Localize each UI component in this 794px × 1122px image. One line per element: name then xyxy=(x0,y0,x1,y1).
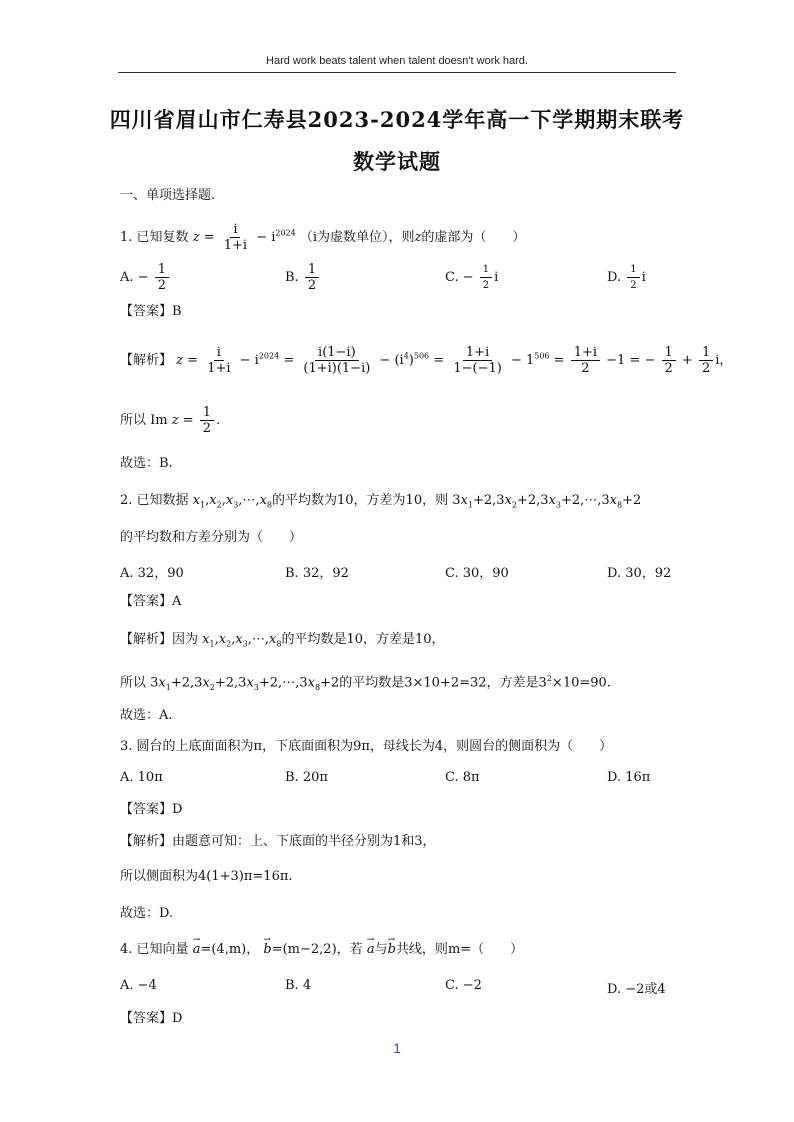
q4-answer: 【答案】D xyxy=(120,1011,183,1026)
header-rule xyxy=(118,72,676,73)
q1-number: 1. xyxy=(120,230,133,245)
page-number: 1 xyxy=(393,1040,401,1056)
q4-option-a: A. −4 xyxy=(120,978,157,993)
q4-option-c: C. −2 xyxy=(445,978,482,993)
q2-analysis: 【解析】因为 $x_1,x_2,x_3,\cdots,x_8$的平均数是10，方差是10， xyxy=(120,632,445,649)
q2-stem: 2. 已知数据 $x_1,x_2,x_3,\cdots,x_8$的平均数为10，方差为10，则 $3x_1+2,3x_2+2,3x_3+2,\cdots,3x_8+2$ xyxy=(120,493,642,510)
q1-option-b: B. $\frac{1}{2}$ xyxy=(285,262,321,293)
section-heading: 一、单项选择题. xyxy=(120,188,216,203)
page-header-motto: Hard work beats talent when talent doesn't work hard. xyxy=(266,55,528,67)
q1-option-a: A. − $\frac{1}{2}$ xyxy=(120,262,171,293)
q2-stem-line2: 的平均数和方差分别为（ ） xyxy=(120,530,303,545)
q2-option-d: D. 30，92 xyxy=(607,566,672,581)
q1-fraction: $\frac{i}{1+i}$ xyxy=(223,222,248,253)
q1-chosen: 故选：B. xyxy=(120,456,173,471)
q2-option-b: B. 32，92 xyxy=(285,566,349,581)
q2-option-a: A. 32，90 xyxy=(120,566,184,581)
q3-answer: 【答案】D xyxy=(120,802,183,817)
q3-option-d: D. 16π xyxy=(607,770,651,785)
q3-option-b: B. 20π xyxy=(285,770,328,785)
q1-stem-pre: 已知复数 xyxy=(136,230,189,245)
q2-option-c: C. 30，90 xyxy=(445,566,509,581)
q3-chosen: 故选：D. xyxy=(120,906,174,921)
q2-conclusion: 所以 $3x_1+2,3x_2+2,3x_3+2,\cdots,3x_8+2$的平均数是3×10+2=32，方差是$3^2\times 10=90$. xyxy=(120,674,611,692)
q1-analysis: 【解析】 z = $\frac{i}{1+i}$ − $i^{2024}$ = $\frac{i(1-i)}{(1+i)(1-i)}$ − $(i^4)^{506}$ = $\frac{1+i}{1-(-1)}$ − $1^{506}$ = $\frac{1+i}{2}$ −1 = − $\frac{1}{2}$ + $\frac{1}{2}$ i， xyxy=(120,345,733,376)
document-subtitle: 数学试题 xyxy=(353,149,441,174)
q4-options xyxy=(0,978,794,1002)
q1-option-c: C. − $\frac{1}{2}$ i xyxy=(445,264,499,291)
q3-stem: 3. 圆台的上底面面积为π，下底面面积为9π，母线长为4，则圆台的侧面积为（ ） xyxy=(120,739,613,754)
q1-stem-post: （i为虚数单位），则 xyxy=(299,230,415,245)
q1-stem: 1. 已知复数 z = $\frac{i}{1+i}$ − $i^{2024}$ （i为虚数单位），则z的虚部为（ ） xyxy=(120,222,526,253)
q1-answer: 【答案】B xyxy=(120,304,182,319)
q4-option-d: D. −2或4 xyxy=(607,982,666,997)
q2-options xyxy=(0,562,794,586)
q3-analysis: 【解析】由题意可知：上、下底面的半径分别为1和3， xyxy=(120,834,436,849)
q1-stem-end: 的虚部为（ ） xyxy=(421,230,526,245)
q1-options xyxy=(0,262,794,293)
q3-option-a: A. 10π xyxy=(120,770,163,785)
q4-option-b: B. 4 xyxy=(285,978,312,993)
q1-option-d: D. $\frac{1}{2}$ i xyxy=(607,264,646,291)
q3-option-c: C. 8π xyxy=(445,770,480,785)
q2-chosen: 故选：A. xyxy=(120,708,173,723)
q3-options xyxy=(0,770,794,794)
q3-conclusion: 所以侧面积为4(1+3)π=16π. xyxy=(120,869,293,884)
q1-conclusion: 所以 Im z = $\frac{1}{2}$ . xyxy=(120,405,221,436)
q2-answer: 【答案】A xyxy=(120,594,182,609)
document-title: 四川省眉山市仁寿县2023-2024学年高一下学期期末联考 xyxy=(109,107,685,132)
q4-stem: 4. 已知向量 → a=(4,m)， → b=(m−2,2)，若 → a与→ b共线，则m=（ ） xyxy=(120,941,523,959)
